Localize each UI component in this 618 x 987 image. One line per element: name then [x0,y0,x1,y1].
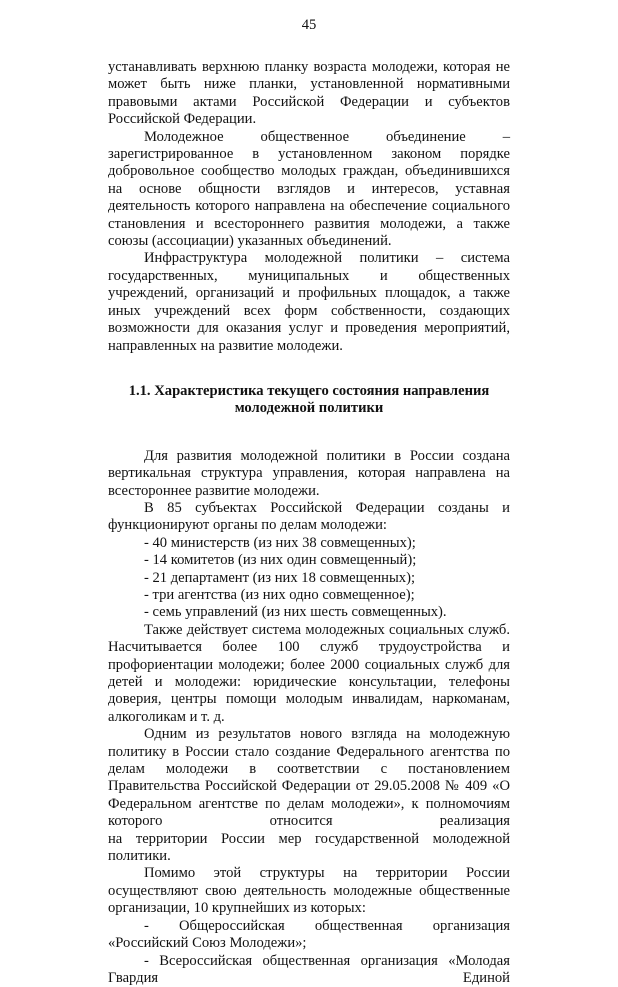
paragraph-age-limit: устанавливать верхнюю планку возраста молодежи, которая не может быть ниже планки, установленной нормативными правовыми актами Российской Федерации и субъектов Российской Федерации. [108,59,510,129]
bodies-list [108,535,510,622]
list-item: - 40 министерств (из них 38 совмещенных); [108,535,510,552]
list-item: - Всероссийская общественная организация «Молодая Гвардия Единой [108,953,510,987]
organizations-list [108,918,510,987]
paragraph-youth-association: Молодежное общественное объединение – зарегистрированное в установленном законом порядке добровольное сообщество молодых граждан, объединившихся на основе общности взглядов и интересов, уставная деятельность которого направлена на обеспечение социального становления и всестороннего развития молодежи, а также союзы (ассоциации) указанных объединений. [108,129,510,251]
list-item: - три агентства (из них одно совмещенное); [108,587,510,604]
section-heading: 1.1. Характеристика текущего состояния направления молодежной политики [108,383,510,418]
list-item: - Общероссийская общественная организация «Российский Союз Молодежи»; [108,918,510,953]
paragraph-public-organizations: Помимо этой структуры на территории России осуществляют свою деятельность молодежные общественные организации, 10 крупнейших из которых: [108,865,510,917]
list-item: - 14 комитетов (из них один совмещенный); [108,552,510,569]
paragraph-vertical-structure: Для развития молодежной политики в России создана вертикальная структура управления, которая направлена на всестороннее развитие молодежи. [108,448,510,500]
paragraph-federal-agency: Одним из результатов нового взгляда на молодежную политику в России стало создание Федерального агентства по делам молодежи в соответствии с постановлением Правительства Российской Федерации от 29.05.2008 № 409 «О Федеральном агентстве по делам молодежи», к полномочиям которого относится реализация [108,726,510,830]
paragraph-subjects: В 85 субъектах Российской Федерации созданы и функционируют органы по делам молодежи: [108,500,510,535]
list-item: - 21 департамент (из них 18 совмещенных); [108,570,510,587]
page-body [108,59,510,987]
page-number: 45 [0,17,618,34]
list-item: - семь управлений (из них шесть совмещенных). [108,604,510,621]
paragraph-infrastructure: Инфраструктура молодежной политики – система государственных, муниципальных и общественных учреждений, организаций и профильных площадок, а также иных учреждений всех форм собственности, создающих возможности для оказания услуг и проведения мероприятий, направленных на развитие молодежи. [108,250,510,354]
paragraph-federal-agency-end: на территории России мер государственной молодежной политики. [108,831,510,866]
paragraph-social-services: Также действует система молодежных социальных служб. Насчитывается более 100 служб трудоустройства и профориентации молодежи; более 2000 социальных служб для детей и молодежи: юридические консультации, телефоны доверия, центры помощи молодым инвалидам, наркоманам, алкоголикам и т. д. [108,622,510,726]
